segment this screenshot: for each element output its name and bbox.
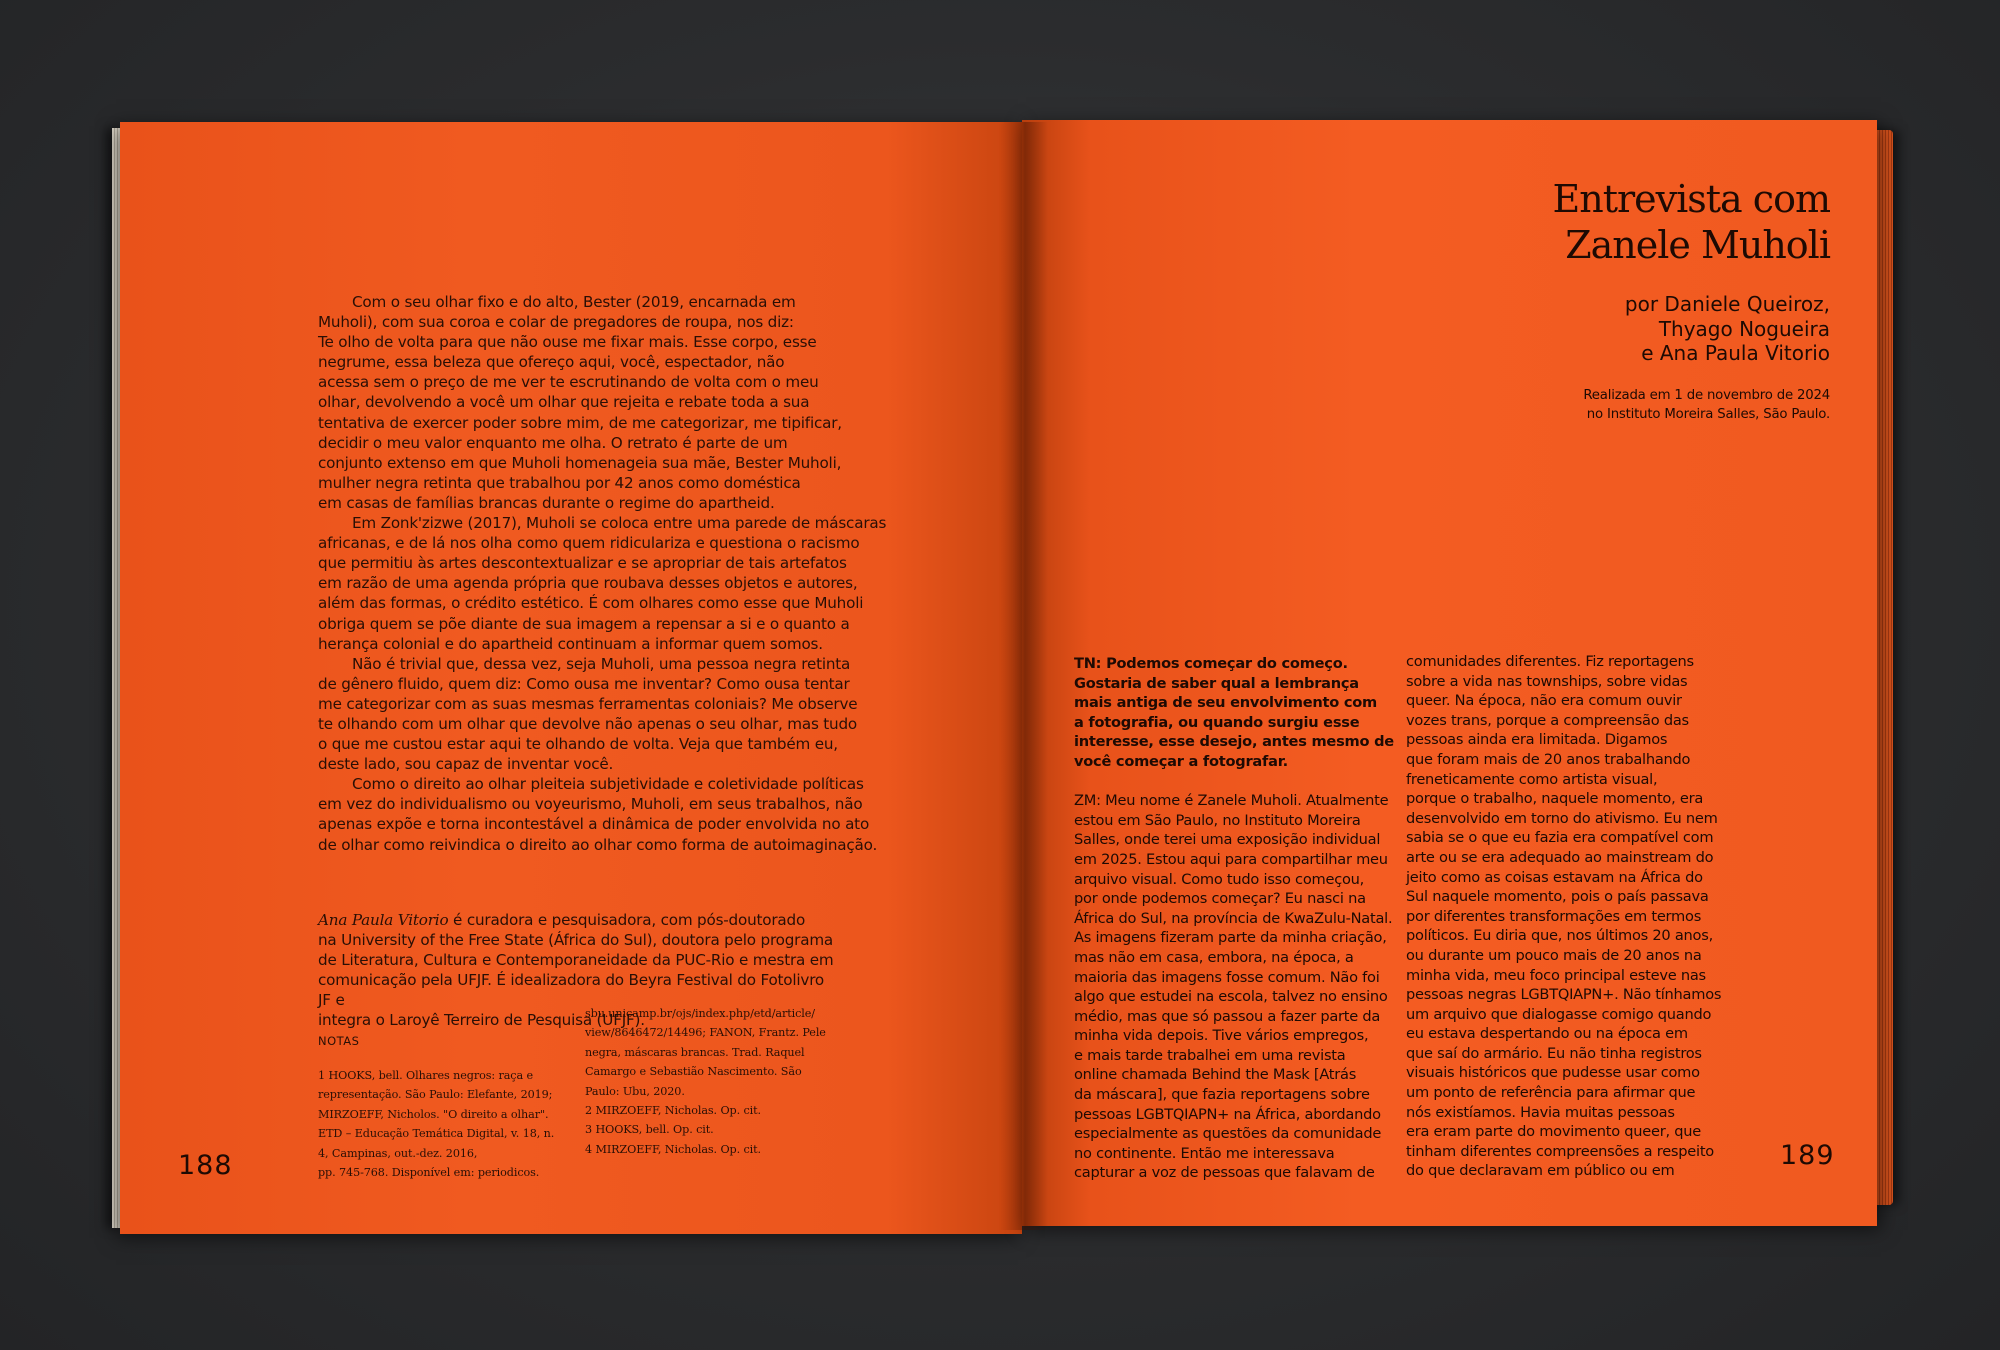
article-title	[1553, 176, 1830, 268]
question-line: você começar a fotografar.	[1074, 752, 1288, 770]
note-line: MIRZOEFF, Nicholos. "O direito a olhar".	[318, 1107, 549, 1121]
essay-line: em razão de uma agenda própria que roubava desses objetos e autores,	[318, 574, 858, 593]
note-line: 1 HOOKS, bell. Olhares negros: raça e	[318, 1069, 534, 1082]
essay-line: mulher negra retinta que trabalhou por 42 anos como doméstica	[318, 473, 801, 492]
answer-line: As imagens fizeram parte da minha criação,	[1074, 929, 1387, 947]
notes-column-2	[585, 1004, 830, 1159]
byline-line-3: e Ana Paula Vitorio	[1641, 341, 1830, 365]
answer-line: pessoas negras LGBTQIAPN+. Não tínhamos	[1406, 986, 1722, 1004]
answer-line: nós existíamos. Havia muitas pessoas	[1406, 1103, 1675, 1121]
essay-line: te olhando com um olhar que devolve não apenas o seu olhar, mas tudo	[318, 714, 858, 733]
notes-heading: NOTAS	[318, 1034, 360, 1048]
essay-line: Te olho de volta para que não ouse me fixar mais. Esse corpo, esse	[318, 333, 817, 352]
answer-line: sabia se o que eu fazia era compatível com	[1406, 829, 1714, 847]
note-line: sbu.unicamp.br/ojs/index.php/etd/article/	[585, 1007, 815, 1020]
answer-line: sobre a vida nas townships, sobre vidas	[1406, 672, 1688, 690]
essay-text	[318, 292, 887, 855]
paragraph-gap	[1074, 772, 1374, 792]
essay-line: tentativa de exercer poder sobre mim, de me categorizar, me tipificar,	[318, 413, 842, 432]
answer-line: desenvolvido em torno do ativismo. Eu nem	[1406, 809, 1718, 827]
question-line: interesse, esse desejo, antes mesmo de	[1074, 733, 1394, 751]
note-line: 3 HOOKS, bell. Op. cit.	[585, 1123, 714, 1137]
byline-line-2: Thyago Nogueira	[1658, 316, 1830, 341]
answer-line: freneticamente como artista visual,	[1406, 770, 1658, 788]
bio-line: integra o Laroyê Terreiro de Pesquisa (UFJF).	[318, 1011, 645, 1030]
essay-line: Com o seu olhar fixo e do alto, Bester (2019, encarnada em	[352, 293, 796, 311]
note-line: 4, Campinas, out.-dez. 2016,	[318, 1146, 478, 1160]
answer-line: em 2025. Estou aqui para compartilhar meu	[1074, 850, 1388, 868]
note-line: pp. 745-768. Disponível em: periodicos.	[318, 1166, 540, 1180]
answer-line: por diferentes transformações em termos	[1406, 907, 1702, 925]
answer-line: capturar a voz de pessoas que falavam de	[1074, 1164, 1375, 1182]
question-line: mais antiga de seu envolvimento com	[1074, 694, 1377, 712]
answer-line: por onde podemos começar? Eu nasci na	[1074, 890, 1366, 908]
essay-line: Como o direito ao olhar pleiteia subjetividade e coletividade políticas	[352, 775, 864, 794]
answer-line: tinham diferentes compreensões a respeito	[1406, 1142, 1714, 1160]
notes-column-1	[318, 1066, 558, 1182]
answer-line: especialmente as questões da comunidade	[1074, 1125, 1382, 1143]
answer-line: minha vida, meu foco principal esteve nas	[1406, 966, 1706, 984]
essay-line: africanas, e de lá nos olha como quem ridiculariza e questiona o racismo	[318, 534, 860, 553]
essay-line: Não é trivial que, dessa vez, seja Muholi, uma pessoa negra retinta	[352, 654, 851, 673]
answer-line: da máscara], que fazia reportagens sobre	[1074, 1086, 1370, 1104]
answer-line: mas não em casa, embora, na época, a	[1074, 948, 1354, 966]
answer-line: arquivo visual. Como tudo isso começou,	[1074, 870, 1365, 888]
answer-line: Sul naquele momento, pois o país passava	[1406, 888, 1709, 906]
essay-line: Muholi), com sua coroa e colar de pregadores de roupa, nos diz:	[318, 313, 794, 332]
title-line-2: Zanele Muholi	[1565, 223, 1830, 267]
bio-line: de Literatura, Cultura e Contemporaneidade da PUC-Rio e mestra em	[318, 951, 834, 970]
essay-line: que permitiu às artes descontextualizar e se apropriar de tais artefatos	[318, 554, 847, 573]
answer-line: políticos. Eu diria que, nos últimos 20 anos,	[1406, 927, 1713, 945]
answer-line: estou em São Paulo, no Instituto Moreira	[1074, 811, 1361, 829]
note-line: 4 MIRZOEFF, Nicholas. Op. cit.	[585, 1142, 761, 1156]
answer-line: arte ou se era adequado ao mainstream do	[1406, 848, 1714, 866]
bio-name: Ana Paula Vitorio	[318, 911, 449, 929]
essay-line: negrume, essa beleza que ofereço aqui, você, espectador, não	[318, 353, 785, 372]
answer-line: online chamada Behind the Mask [Atrás	[1074, 1066, 1357, 1084]
bio-line: é curadora e pesquisadora, com pós-doutorado	[448, 911, 806, 929]
bio-line: na University of the Free State (África do Sul), doutora pelo programa	[318, 931, 834, 950]
answer-line: maioria das imagens fosse comum. Não foi	[1074, 968, 1380, 986]
essay-line: o que me custou estar aqui te olhando de volta. Veja que também eu,	[318, 735, 838, 754]
answer-line: do que declaravam em público ou em	[1406, 1162, 1675, 1180]
essay-line: obriga quem se põe diante de sua imagem a repensar a si e o quanto a	[318, 614, 850, 633]
note-line: Camargo e Sebastião Nascimento. São	[585, 1065, 802, 1079]
essay-line: deste lado, sou capaz de inventar você.	[318, 755, 614, 774]
essay-line: conjunto extenso em que Muholi homenageia sua mãe, Bester Muholi,	[318, 453, 842, 472]
answer-line: jeito como as coisas estavam na África do	[1406, 868, 1703, 886]
essay-line: olhar, devolvendo a você um olhar que rejeita e rebate toda a sua	[318, 393, 810, 412]
note-line: representação. São Paulo: Elefante, 2019;	[318, 1088, 553, 1102]
note-line: 2 MIRZOEFF, Nicholas. Op. cit.	[585, 1104, 761, 1118]
answer-line: algo que estudei na escola, talvez no ensino	[1074, 988, 1388, 1006]
answer-line: e mais tarde trabalhei em uma revista	[1074, 1046, 1346, 1064]
note-line: ETD – Educação Temática Digital, v. 18, n.	[318, 1127, 555, 1141]
essay-line: apenas expõe e torna incontestável a dinâmica de poder envolvida no ato	[318, 815, 870, 834]
note-line: negra, máscaras brancas. Trad. Raquel	[585, 1045, 805, 1059]
answer-line: visuais históricos que pudesse usar como	[1406, 1064, 1700, 1082]
essay-line: decidir o meu valor enquanto me olha. O retrato é parte de um	[318, 433, 788, 452]
question-line: a fotografia, ou quando surgiu esse	[1074, 713, 1360, 731]
answer-line: um arquivo que dialogasse comigo quando	[1406, 1005, 1712, 1023]
question-line: TN: Podemos começar do começo.	[1074, 655, 1348, 672]
essay-line: de gênero fluido, quem diz: Como ousa me inventar? Como ousa tentar	[318, 674, 850, 693]
title-line-1: Entrevista com	[1552, 177, 1830, 221]
answer-line: África do Sul, na província de KwaZulu-Natal.	[1074, 909, 1393, 927]
answer-line: ou durante um pouco mais de 20 anos na	[1406, 946, 1702, 964]
essay-line: de olhar como reivindica o direito ao olhar como forma de autoimaginação.	[318, 835, 878, 854]
interview-column-1	[1074, 654, 1394, 1183]
page-number-left: 188	[178, 1150, 233, 1181]
answer-line: era eram parte do movimento queer, que	[1406, 1123, 1702, 1141]
note-line: Paulo: Ubu, 2020.	[585, 1084, 685, 1098]
note-line: view/8646472/14496; FANON, Frantz. Pele	[585, 1026, 826, 1040]
byline	[1625, 292, 1830, 366]
answer-line: pessoas ainda era limitada. Digamos	[1406, 731, 1668, 749]
page-number-right: 189	[1780, 1140, 1835, 1171]
bio-line: comunicação pela UFJF. É idealizadora do Beyra Festival do Fotolivro JF e	[318, 971, 825, 1010]
answer-line: um ponto de referência para afirmar que	[1406, 1084, 1696, 1102]
byline-line-1: por Daniele Queiroz,	[1624, 292, 1830, 316]
answer-line: médio, mas que só passou a fazer parte da	[1074, 1007, 1381, 1025]
answer-line: ZM: Meu nome é Zanele Muholi. Atualmente	[1074, 792, 1389, 810]
essay-line: além das formas, o crédito estético. É com olhares como esse que Muholi	[318, 594, 864, 613]
essay-line: em casas de famílias brancas durante o regime do apartheid.	[318, 493, 775, 512]
essay-line: me categorizar com as suas mesmas ferramentas coloniais? Me observe	[318, 694, 858, 713]
interview-column-2	[1406, 652, 1722, 1181]
answer-line: eu estava despertando ou na época em	[1406, 1025, 1688, 1043]
answer-line: pessoas LGBTQIAPN+ na África, abordando	[1074, 1105, 1381, 1123]
essay-line: em vez do individualismo ou voyeurismo, Muholi, em seus trabalhos, não	[318, 795, 863, 814]
essay-line: herança colonial e do apartheid continuam a informar quem somos.	[318, 634, 823, 653]
answer-line: porque o trabalho, naquele momento, era	[1406, 790, 1704, 808]
answer-line: que foram mais de 20 anos trabalhando	[1406, 750, 1691, 768]
question-line: Gostaria de saber qual a lembrança	[1074, 674, 1359, 692]
answer-line: Salles, onde terei uma exposição individual	[1074, 831, 1381, 849]
answer-line: comunidades diferentes. Fiz reportagens	[1406, 653, 1694, 670]
answer-line: vozes trans, porque a compreensão das	[1406, 711, 1689, 729]
answer-line: queer. Na época, não era comum ouvir	[1406, 692, 1682, 710]
answer-line: que saí do armário. Eu não tinha registros	[1406, 1044, 1702, 1062]
answer-line: minha vida depois. Tive vários empregos,	[1074, 1027, 1369, 1045]
info-line-1: Realizada em 1 de novembro de 2024	[1583, 388, 1830, 403]
essay-line: acessa sem o preço de me ver te escrutinando de volta com o meu	[318, 373, 819, 392]
interview-info	[1583, 387, 1830, 424]
info-line-2: no Instituto Moreira Salles, São Paulo.	[1586, 406, 1830, 422]
essay-line: Em Zonk'zizwe (2017), Muholi se coloca entre uma parede de máscaras	[352, 514, 887, 533]
answer-line: no continente. Então me interessava	[1074, 1144, 1335, 1162]
